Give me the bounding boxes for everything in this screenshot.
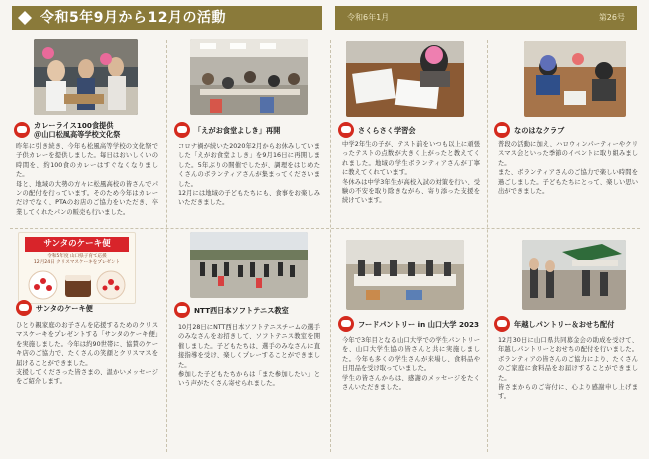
pantry-univ-text: 今年で3年目となる山口大学での学生パントリーを、山口大学生協の皆さんと共に実施しました。今年も多くの学生さんが来場し、食料品や日用品を受け取っていました。 学生の皆さんからは、感謝のメッセージをたくさんいただきました。 [342, 337, 480, 392]
yearend-caption [494, 316, 640, 332]
mascot-icon [338, 122, 354, 138]
yearend-photo [522, 240, 626, 310]
yearend-title: 年越しパントリー＆おせち配付 [514, 319, 615, 329]
santa-title: サンタのケーキ便 [36, 303, 93, 313]
mascot-icon [174, 122, 190, 138]
mascot-icon [494, 316, 510, 332]
flyer-line-1: 令和5年度 山口県子育て応援 [47, 254, 107, 259]
page-header [0, 0, 649, 34]
row-divider [10, 228, 640, 229]
santa-caption [16, 300, 160, 316]
issue-date: 令和6年1月 [347, 13, 390, 22]
activity-card-pantry-univ [336, 232, 482, 454]
title-banner [12, 6, 322, 30]
curry-subtitle: ＠山口松風高等学校文化祭 [34, 130, 121, 139]
activity-card-curry [10, 38, 160, 224]
egao-text: コロナ禍が続いた2020年2月からお休みしていました「えがお食堂よしき」を9月16日に再開しました。5年ぶりの開催でしたが、調理をはじめたくさんのボランティアさんが集まってくださいました。 12月には地域の子どもたちにも、食事をお楽しみいただきました。 [178, 143, 320, 207]
mascot-icon [338, 316, 354, 332]
curry-photo [34, 39, 138, 115]
activity-card-sakura [336, 38, 482, 224]
mascot-icon [14, 122, 30, 138]
activity-card-egao [172, 38, 324, 224]
sakura-title: さくらさく学習会 [358, 125, 416, 135]
flyer-title: サンタのケーキ便 [25, 237, 129, 252]
santa-text: ひとり親家庭のお子さんを応援するためのクリスマスケーキをプレゼントする「サンタのケーキ便」を実施しました。今年は約90世帯に、協賛のケーキ店のご協力で、たくさんの笑顔とクリスマスを届けることができました。 支援してくださった皆さまの、温かいメッセージをご紹介します。 [16, 322, 158, 386]
sakura-text: 中学2年生の子が、テスト前をいつも以上に頑張ったテストの点数が大きく上がったと教えてくれました。地域の学生ボランティアさんが丁寧に教えてくれています。 冬休みは中学3年生が高校入試の対策を行い、受験の不安を取り除きながら、寄り添った支援を続けています。 [342, 141, 480, 205]
flyer-line-2: 12月24日 クリスマスケーキをプレゼント [33, 260, 121, 265]
nanohana-text: 普段の活動に加え、ハロウィンパーティーやクリスマス会といった季節のイベントに取り組みました。 また、ボランティアさんのご協力で楽しい時間を過ごしました。子どもたちにとって、楽しい思い出ができました。 [498, 141, 638, 196]
issue-number: 第26号 [598, 13, 625, 22]
issue-banner [335, 6, 637, 30]
activity-card-yearend [492, 232, 640, 454]
mascot-icon [16, 300, 32, 316]
column-divider [487, 40, 488, 452]
pantry-univ-caption [338, 316, 482, 332]
tennis-photo [190, 232, 308, 298]
column-divider [166, 40, 167, 452]
tennis-title: NTT西日本ソフトテニス教室 [194, 305, 289, 315]
nanohana-caption [494, 122, 640, 138]
mascot-icon [174, 302, 190, 318]
activity-card-santa [10, 232, 160, 454]
sakura-caption [338, 122, 482, 138]
column-divider [330, 40, 331, 452]
pantry-univ-title: フードパントリー in 山口大学 2023 [358, 319, 479, 329]
tennis-caption [174, 302, 324, 318]
cake-illustration [27, 269, 129, 301]
page-title: 令和5年9月から12月の活動 [40, 10, 226, 26]
sakura-photo [346, 41, 464, 117]
activity-card-nanohana [492, 38, 640, 224]
tennis-text: 10月28日にNTT西日本ソフトテニスチームの選手のみなさんをお招きして、ソフトテニス教室を開催しました。子どもたちは、選手のみなさんに直接指導を受け、楽しくプレーすることができました。 参加した子どもたちからは「また参加したい」という声がたくさん寄せられました。 [178, 324, 320, 388]
mascot-icon [494, 122, 510, 138]
pantry-univ-photo [346, 240, 464, 310]
nanohana-photo [524, 41, 626, 117]
yearend-text: 12月30日に山口県共同募金会の助成を受けて、年越しパントリーとおせちの配付を行いました。ボランティアの皆さんのご協力により、たくさんのご家庭に食料品をお届けすることができました。 皆さまからのご寄付に、心より感謝申し上げます。 [498, 337, 638, 401]
nanohana-title: なのはなクラブ [514, 125, 565, 135]
egao-title: 「えがお食堂よしき」再開 [194, 125, 281, 135]
activity-card-tennis [172, 232, 324, 454]
santa-flyer [18, 232, 136, 304]
curry-title: カレーライス100食提供 [34, 121, 114, 130]
diamond-icon [18, 11, 32, 25]
curry-caption [14, 121, 162, 139]
egao-caption [174, 122, 324, 138]
egao-photo [190, 39, 308, 115]
curry-text: 昨年に引き続き、今年も松風高等学校の文化祭で子供カレーを提供しました。毎日はおいしくいの時間を、約100食のカレーはすぐなくなりました。 母と、地域の大勢の方々に松風高校の皆さんでパンの配付を行っています。そのため今年はカレーだけでなく、PTAのお店のご協力をいただき、卒業してくれたパンの販売も行いました。 [16, 143, 158, 216]
